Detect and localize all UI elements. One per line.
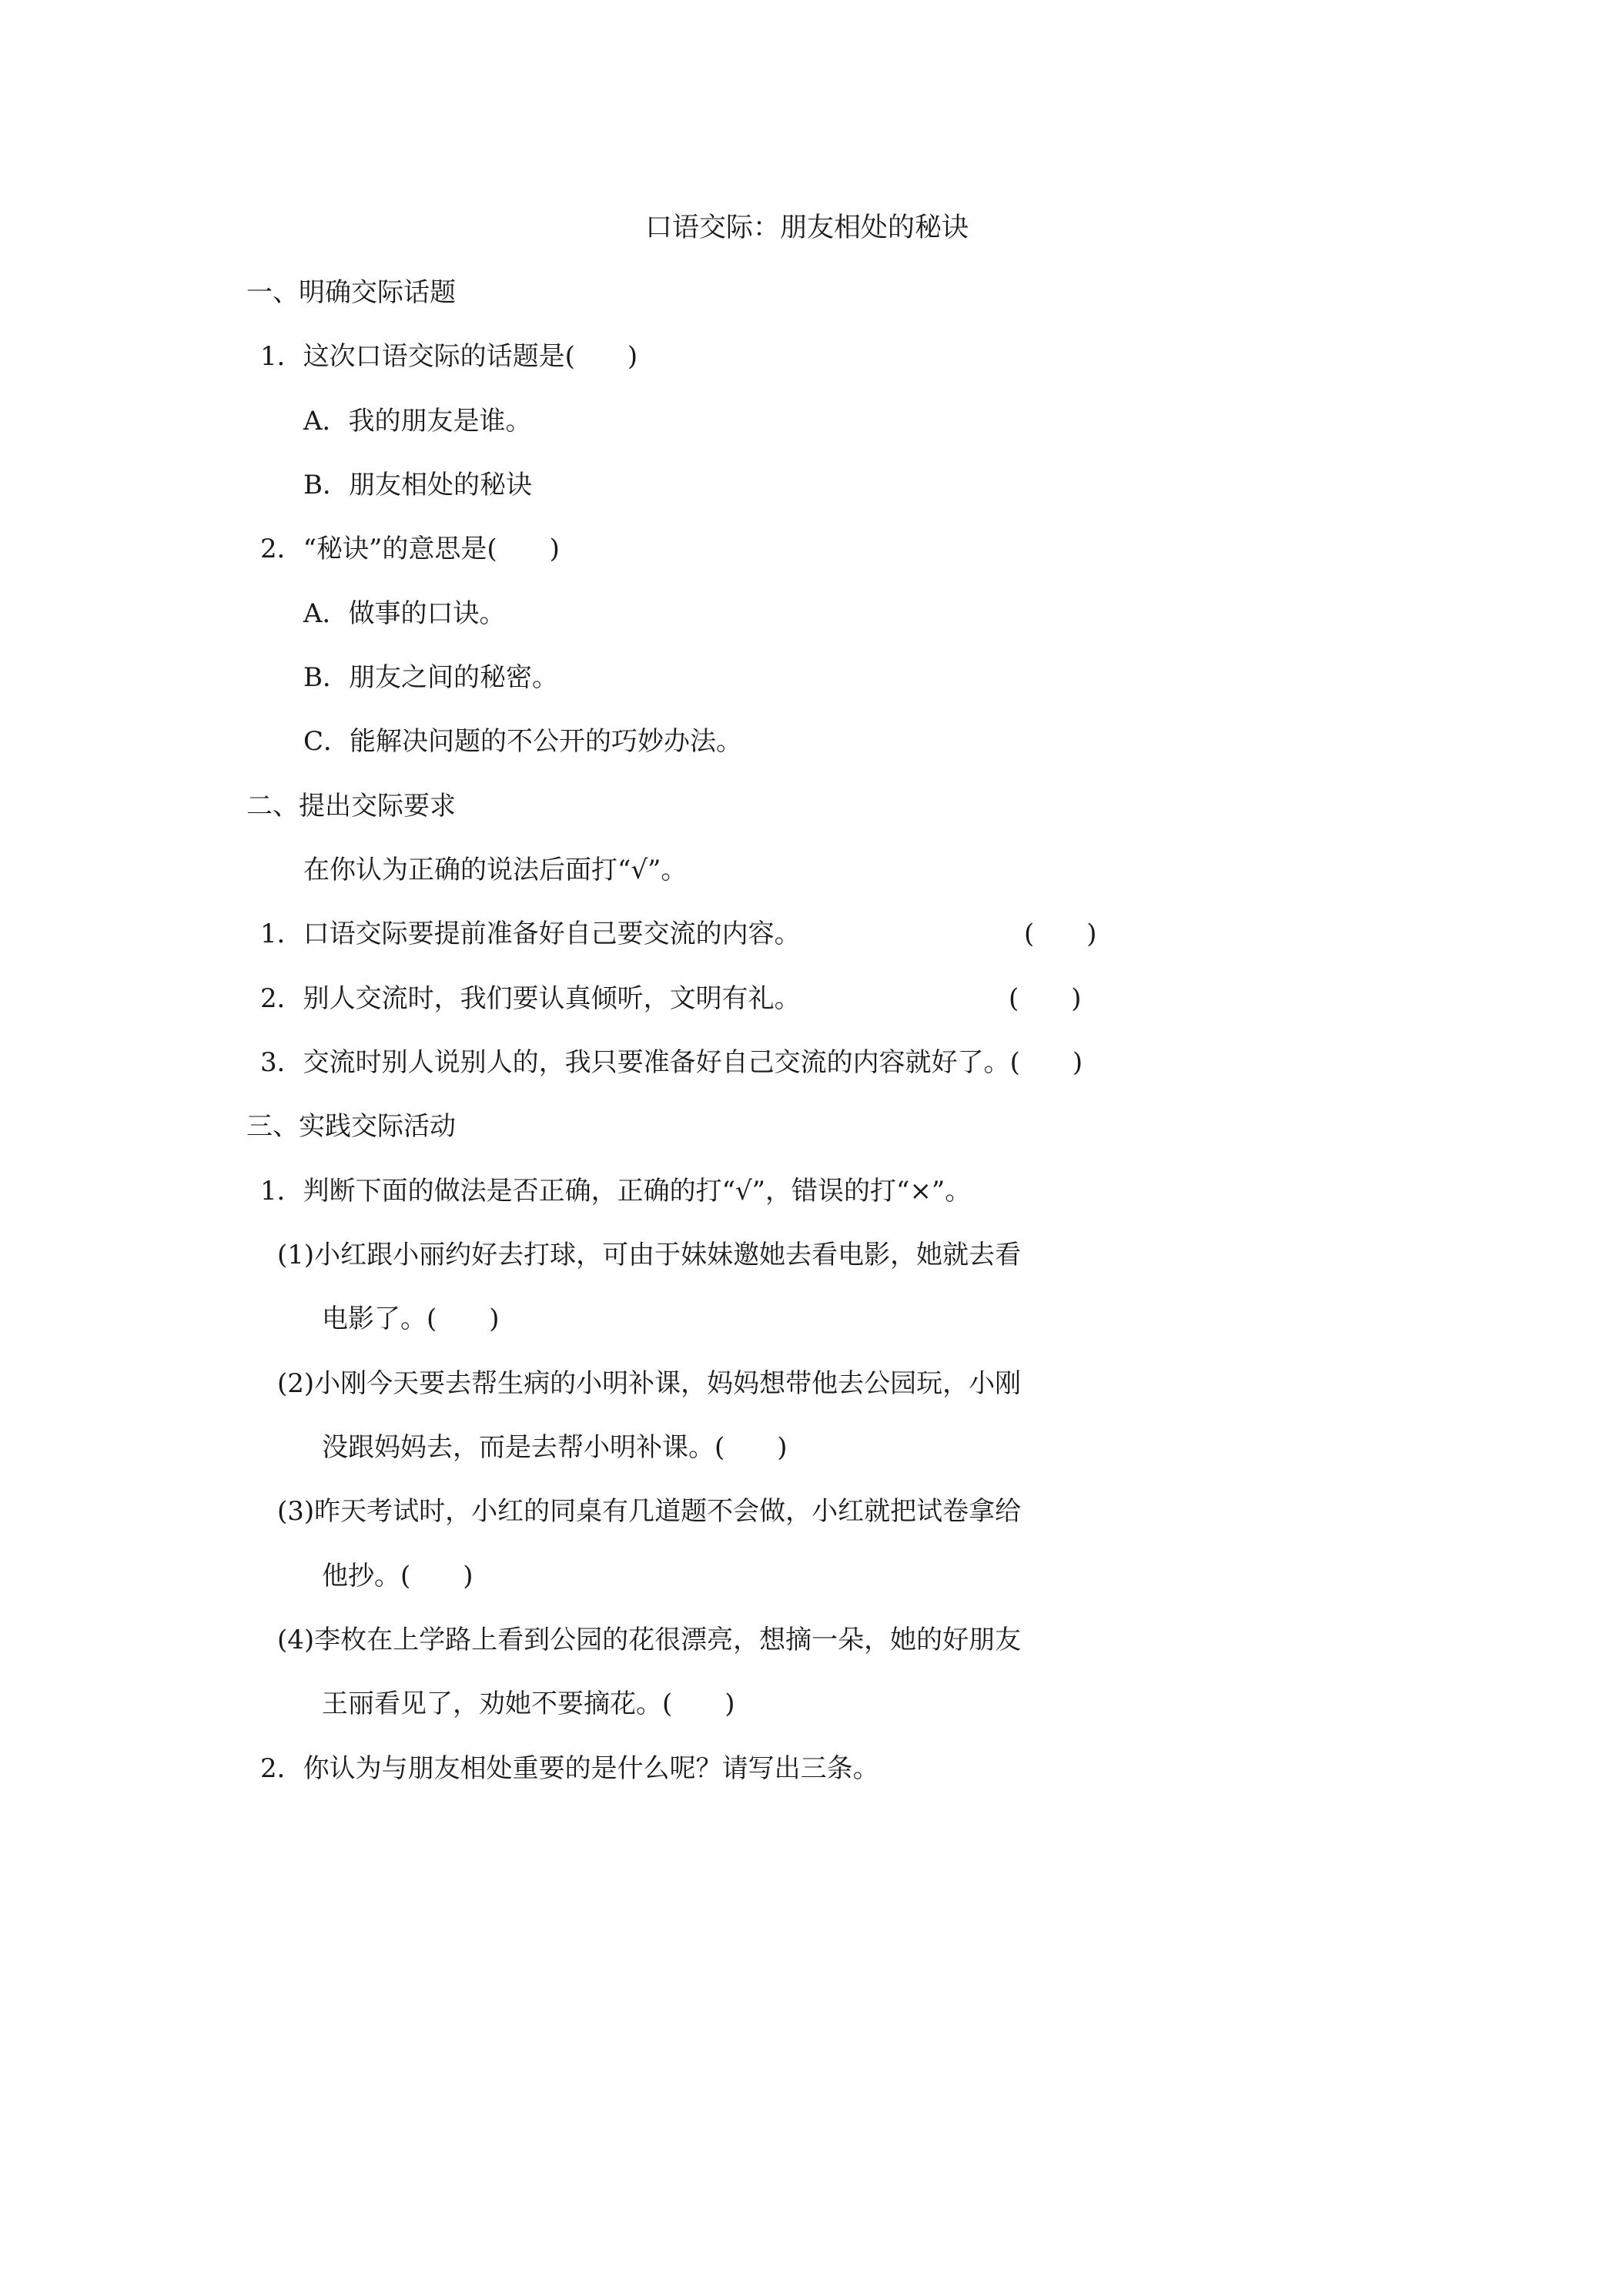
activity-item-2-line-2: 没跟妈妈去，而是去帮小明补课。( )	[322, 1432, 788, 1463]
requirement-item-1-answer-blank: ( )	[1024, 919, 1097, 949]
question-1-option-b: B．朋友相处的秘诀	[303, 470, 532, 500]
requirement-item-2-answer-blank: ( )	[1009, 983, 1082, 1014]
question-1-stem: 1．这次口语交际的话题是( )	[260, 341, 638, 372]
activity-item-2-line-1: (2)小刚今天要去帮生病的小明补课，妈妈想带他去公园玩，小刚	[277, 1368, 1022, 1399]
page-title: 口语交际：朋友相处的秘诀	[645, 213, 969, 243]
activity-item-3-line-2: 他抄。( )	[322, 1561, 474, 1591]
requirement-item-1: 1．口语交际要提前准备好自己要交流的内容。	[260, 919, 801, 949]
requirement-item-2: 2．别人交流时，我们要认真倾听，文明有礼。	[260, 983, 801, 1014]
activity-item-4-line-1: (4)李枚在上学路上看到公园的花很漂亮，想摘一朵，她的好朋友	[277, 1625, 1022, 1655]
activity-item-3-line-1: (3)昨天考试时，小红的同桌有几道题不会做，小红就把试卷拿给	[277, 1496, 1022, 1527]
question-2-stem: 2．“秘诀”的意思是( )	[260, 534, 560, 564]
activity-item-1-line-1: (1)小红跟小丽约好去打球，可由于妹妹邀她去看电影，她就去看	[277, 1240, 1022, 1270]
requirement-item-3: 3．交流时别人说别人的，我只要准备好自己交流的内容就好了。( )	[260, 1047, 1083, 1078]
section-heading-3: 三、实践交际活动	[246, 1111, 456, 1142]
question-1-option-a: A．我的朋友是谁。	[303, 406, 532, 437]
question-2-option-b: B．朋友之间的秘密。	[303, 662, 558, 693]
activity-question-1-stem: 1．判断下面的做法是否正确，正确的打“√”，错误的打“×”。	[260, 1176, 972, 1207]
question-2-option-a: A．做事的口诀。	[303, 598, 506, 629]
activity-item-1-line-2: 电影了。( )	[322, 1304, 500, 1334]
section-heading-2: 二、提出交际要求	[246, 791, 456, 822]
question-2-option-c: C．能解决问题的不公开的巧妙办法。	[303, 726, 743, 757]
section-heading-1: 一、明确交际话题	[246, 277, 456, 308]
activity-item-4-line-2: 王丽看见了，劝她不要摘花。( )	[322, 1689, 735, 1719]
activity-question-2-stem: 2．你认为与朋友相处重要的是什么呢？请写出三条。	[260, 1753, 879, 1784]
section-2-instruction: 在你认为正确的说法后面打“√”。	[303, 855, 688, 885]
